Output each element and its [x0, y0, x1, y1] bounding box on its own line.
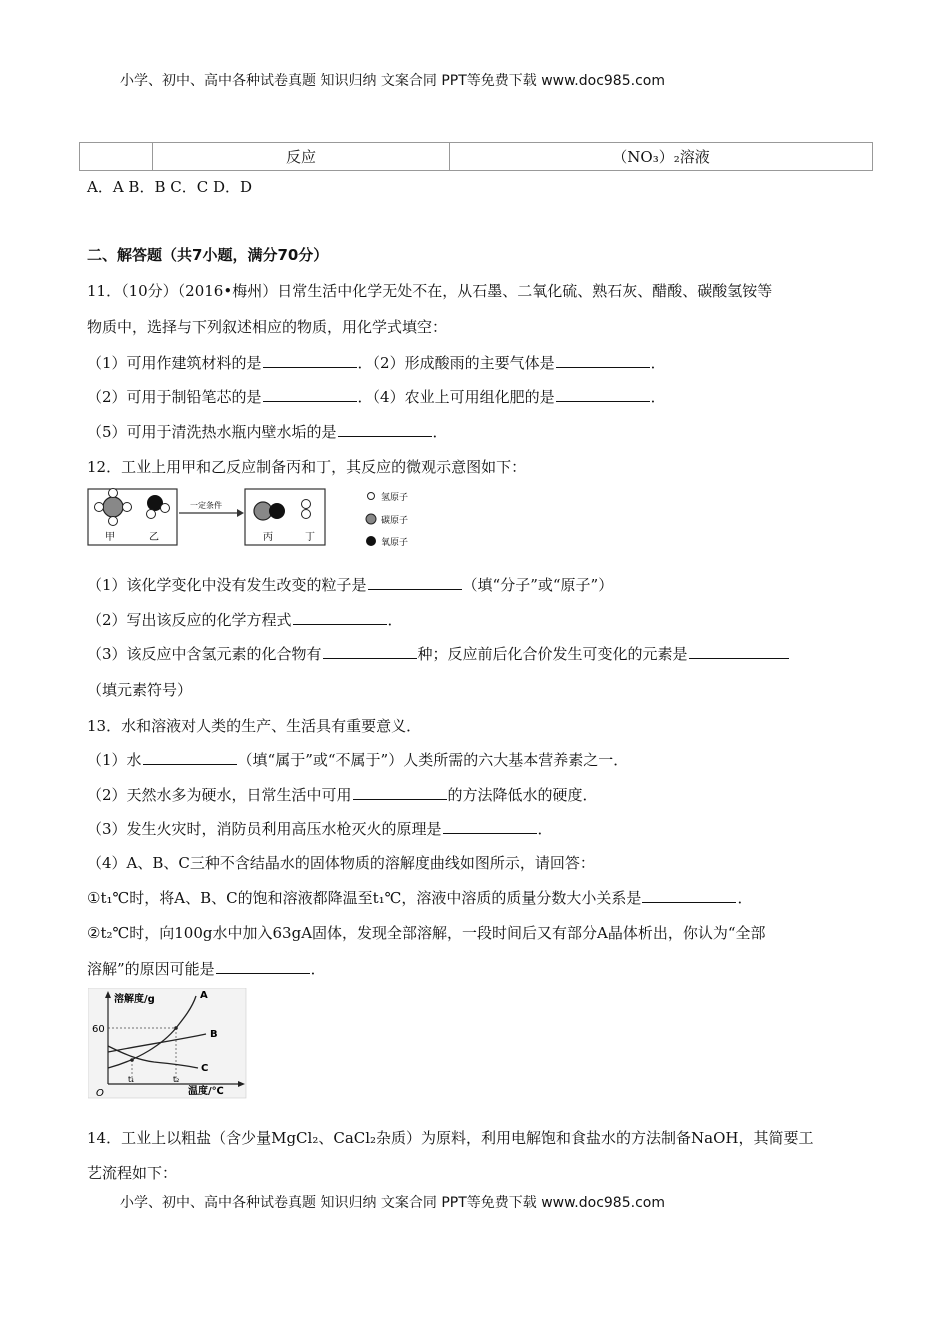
q13-p3-text: （3）发生火灾时，消防员利用高压水枪灭火的原理是	[87, 820, 442, 838]
q13-part1-row	[87, 749, 628, 770]
q13-p1-hint: （填“属于”或“不属于”）人类所需的六大基本营养素之一．	[237, 751, 629, 769]
series-label-a: A	[200, 990, 208, 1001]
label-bing: 丙	[263, 532, 273, 543]
q12-p2-text: （2）写出该反应的化学方程式	[87, 611, 292, 629]
q14-line2: 艺流程如下：	[87, 1164, 178, 1182]
period: ．	[387, 611, 403, 629]
q13-p2-text2: 的方法降低水的硬度．	[447, 786, 598, 804]
answer-table-fragment	[79, 142, 873, 171]
q13-s1-text: ①t₁℃时，将A、B、C的饱和溶液都降温至t₁℃，溶液中溶质的质量分数大小关系是	[87, 889, 642, 907]
period: ．	[432, 423, 448, 441]
period: ．	[310, 960, 326, 978]
q12-p3-text2: 种；反应前后化合价发生可变化的元素是	[417, 645, 688, 663]
q12-part3-row	[87, 643, 790, 664]
q14-line1: 14．工业上以粗盐（含少量MgCl₂、CaCl₂杂质）为原料，利用电解饱和食盐水的方法制备NaOH，其简要工	[87, 1129, 814, 1147]
q13-part4: （4）A、B、C三种不含结晶水的固体物质的溶解度曲线如图所示，请回答：	[87, 854, 595, 872]
q11-line1: 11．（10分）（2016•梅州）日常生活中化学无处不在，从石墨、二氧化硫、熟石灰、醋酸、碳酸氢铵等	[87, 282, 773, 300]
answer-blank[interactable]	[689, 644, 789, 659]
q11-part1-row	[87, 352, 666, 373]
q13-s2-text: 溶解”的原因可能是	[87, 960, 215, 978]
series-label-b: B	[210, 1029, 218, 1040]
q11-p1-text: （1）可用作建筑材料的是	[87, 354, 262, 372]
table-cell-empty	[80, 143, 153, 171]
answer-blank[interactable]	[556, 387, 650, 402]
answer-blank[interactable]	[368, 575, 462, 590]
q11-p5-text: （5）可用于清洗热水瓶内壁水垢的是	[87, 423, 337, 441]
y-tick-label: 60	[92, 1024, 105, 1035]
q12-part1-row	[87, 574, 613, 595]
label-yi: 乙	[149, 532, 159, 543]
q13-line1: 13．水和溶液对人类的生产、生活具有重要意义．	[87, 717, 422, 735]
q13-sub2-line1: ②t₂℃时，向100g水中加入63gA固体，发现全部溶解，一段时间后又有部分A晶体析出，你认为“全部	[87, 924, 766, 942]
q11-part2-row	[87, 386, 666, 407]
legend-carbon: 碳原子	[381, 516, 409, 526]
legend-hydrogen: 氢原子	[381, 493, 409, 503]
reaction-diagram	[87, 486, 427, 550]
answer-blank[interactable]	[143, 750, 237, 765]
period: ．	[650, 388, 666, 406]
answer-blank[interactable]	[263, 387, 357, 402]
answer-blank[interactable]	[556, 353, 650, 368]
answer-blank[interactable]	[323, 644, 417, 659]
period: ．	[737, 889, 753, 907]
answer-blank[interactable]	[263, 353, 357, 368]
table-cell-reaction: 反应	[153, 143, 450, 171]
q12-p3-text: （3）该反应中含氢元素的化合物有	[87, 645, 322, 663]
answer-blank[interactable]	[443, 819, 537, 834]
label-ding: 丁	[305, 532, 315, 543]
q11-line2: 物质中，选择与下列叙述相应的物质，用化学式填空：	[87, 318, 448, 336]
q12-p1-hint: （填“分子”或“原子”）	[462, 576, 614, 594]
q11-p4-text: ．（4）农业上可用组化肥的是	[357, 388, 555, 406]
section-title: 二、解答题（共7小题，满分70分）	[87, 246, 329, 264]
series-label-c: C	[201, 1063, 209, 1074]
x-axis-label: 温度/℃	[188, 1086, 224, 1097]
legend-carbon-icon	[366, 514, 376, 524]
q12-part2-row	[87, 609, 403, 630]
answer-blank[interactable]	[338, 422, 432, 437]
q12-p3-note: （填元素符号）	[87, 681, 193, 699]
q13-sub2-row	[87, 958, 326, 979]
q13-p1-text: （1）水	[87, 751, 142, 769]
label-jia: 甲	[105, 532, 115, 543]
period: ．	[537, 820, 553, 838]
solubility-chart	[88, 988, 248, 1100]
q11-part5-row	[87, 421, 448, 442]
legend-oxygen-icon	[366, 536, 376, 546]
legend-hydrogen-icon	[368, 493, 375, 500]
arrow-condition: 一定条件	[190, 501, 222, 510]
x-tick-label-t2: t₂	[173, 1075, 180, 1084]
q13-part3-row	[87, 818, 553, 839]
period: ．	[650, 354, 666, 372]
y-axis-label: 溶解度/g	[114, 994, 155, 1005]
q13-part2-row	[87, 784, 598, 805]
q13-sub1-row	[87, 887, 752, 908]
page-footer: 小学、初中、高中各种试卷真题 知识归纳 文案合同 PPT等免费下载 www.doc985.com	[120, 1195, 665, 1211]
q13-p2-text: （2）天然水多为硬水，日常生活中可用	[87, 786, 352, 804]
answer-blank[interactable]	[293, 610, 387, 625]
q11-p3-text: （2）可用于制铅笔芯的是	[87, 388, 262, 406]
q11-p2-text: ．（2）形成酸雨的主要气体是	[357, 354, 555, 372]
q12-line1: 12．工业上用甲和乙反应制备丙和丁，其反应的微观示意图如下：	[87, 458, 527, 476]
answer-blank[interactable]	[353, 785, 447, 800]
q12-p1-text: （1）该化学变化中没有发生改变的粒子是	[87, 576, 367, 594]
x-tick-label-t1: t₁	[128, 1075, 135, 1084]
page-header: 小学、初中、高中各种试卷真题 知识归纳 文案合同 PPT等免费下载 www.doc985.com	[120, 73, 665, 89]
legend-oxygen: 氧原子	[381, 538, 409, 548]
answer-blank[interactable]	[642, 888, 736, 903]
answer-options: A．A B．B C．C D．D	[87, 178, 253, 196]
table-cell-solution: （NO₃）₂溶液	[450, 143, 873, 171]
answer-blank[interactable]	[216, 959, 310, 974]
origin-label: O	[96, 1088, 104, 1099]
